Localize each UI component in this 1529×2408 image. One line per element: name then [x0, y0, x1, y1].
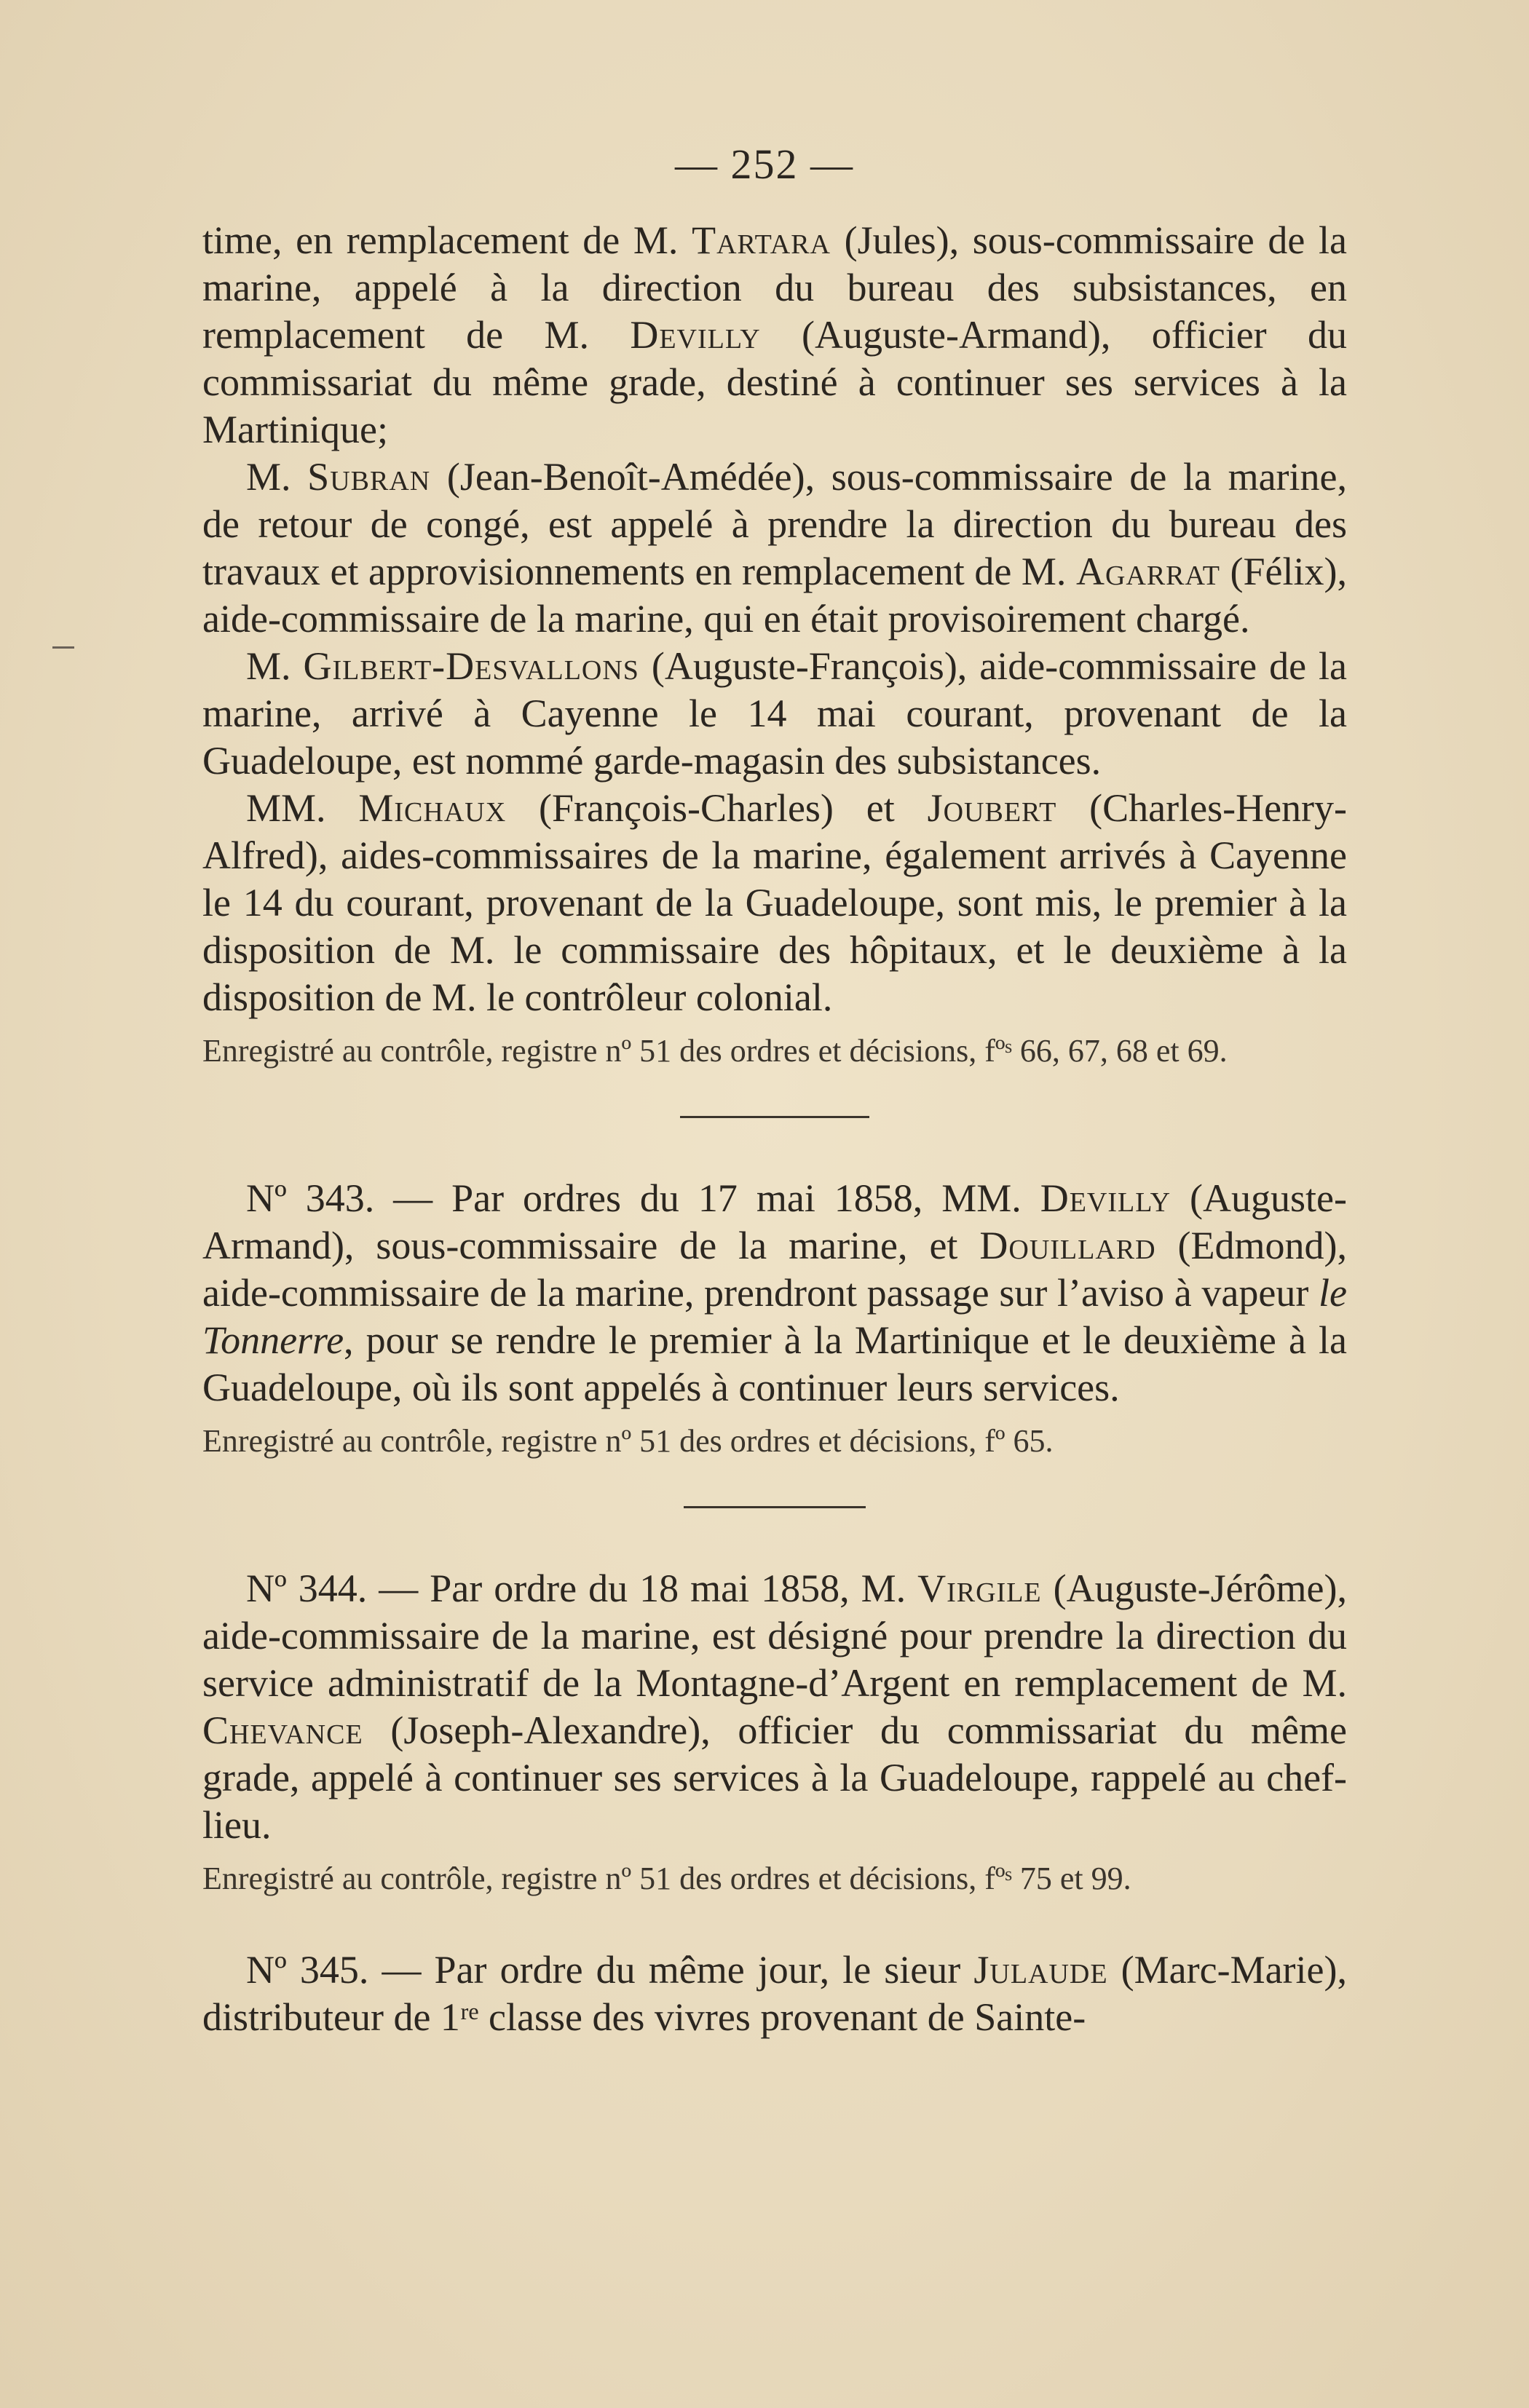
order-paragraph [202, 1175, 1347, 1411]
text-run: (Marc-Marie), distributeur de 1ʳᵉ classe des vivres provenant de Sainte- [202, 1948, 1347, 2039]
text-run: (Auguste-Jérôme), aide-commissaire de la marine, est désigné pour prendre la direction du service administratif de la Montagne-d’Argent en remplacement de M. [202, 1567, 1347, 1705]
text-run: , pour se rendre le premier à la Martinique et le deuxième à la Guadeloupe, où ils sont appelés à continuer leurs services. [202, 1318, 1347, 1409]
text-run: MM. [246, 786, 359, 830]
document-body [202, 217, 1347, 2041]
person-name: Agarrat [1075, 550, 1220, 593]
text-run: Nº 344. — Par ordre du 18 mai 1858, M. [246, 1567, 918, 1610]
registration-note: Enregistré au contrôle, registre nº 51 des ordres et décisions, fº 65. [202, 1423, 1054, 1459]
text-run: (Auguste-Armand), officier du commissariat du même grade, destiné à continuer ses services à la Martinique; [202, 313, 1347, 451]
text-run: (Jean-Benoît-Amédée), sous-commissaire de la marine, de retour de congé, est appelé à prendre la direction du bureau des travaux et approvisionnements en remplacement de M. [202, 455, 1347, 593]
person-name: Chevance [202, 1708, 363, 1752]
person-name: Subran [307, 455, 431, 499]
section-divider [684, 1506, 866, 1508]
spacer [202, 1898, 1347, 1946]
text-run: Nº 345. — Par ordre du même jour, le sieur [246, 1948, 974, 1992]
person-name: Virgile [917, 1567, 1042, 1610]
text-run: (Félix), aide-commissaire de la marine, qui en était provisoirement chargé. [202, 550, 1347, 641]
paragraph [202, 454, 1347, 643]
page-number: — 252 — [675, 140, 854, 188]
person-name: Douillard [979, 1224, 1156, 1267]
text-run: M. [246, 455, 308, 499]
margin-mark [52, 646, 74, 649]
person-name: Devilly [630, 313, 761, 357]
section-divider [680, 1116, 869, 1118]
person-name: Michaux [358, 786, 507, 830]
person-name: Gilbert-Desvallons [303, 644, 639, 688]
text-run: (Joseph-Alexandre), officier du commissariat du même grade, appelé à continuer ses services à la Guadeloupe, rappelé au chef-lieu. [202, 1708, 1347, 1847]
ship-name: le Tonnerre [202, 1271, 1347, 1362]
order-paragraph [202, 1565, 1347, 1849]
text-run: (Jules), sous-commissaire de la marine, appelé à la direction du bureau des subsistances, en remplacement de M. [202, 218, 1347, 357]
person-name: Julaude [973, 1948, 1108, 1992]
paragraph [202, 217, 1347, 454]
text-run: M. [246, 644, 304, 688]
text-run: (Edmond), aide-commissaire de la marine, prendront passage sur l’aviso à vapeur [202, 1224, 1347, 1315]
paragraph [202, 785, 1347, 1021]
text-run: time, en remplacement de M. [202, 218, 692, 262]
person-name: Tartara [692, 218, 831, 262]
text-run: (François-Charles) et [506, 786, 928, 830]
text-run: (Auguste-Armand), sous-commissaire de la marine, et [202, 1176, 1347, 1267]
person-name: Joubert [927, 786, 1057, 830]
text-run: Nº 343. — Par ordres du 17 mai 1858, MM. [246, 1176, 1040, 1220]
registration-note: Enregistré au contrôle, registre nº 51 des ordres et décisions, fºˢ 66, 67, 68 et 69. [202, 1033, 1228, 1069]
person-name: Devilly [1040, 1176, 1172, 1220]
paragraph [202, 643, 1347, 785]
order-paragraph [202, 1946, 1347, 2041]
registration-note: Enregistré au contrôle, registre nº 51 des ordres et décisions, fºˢ 75 et 99. [202, 1861, 1131, 1896]
text-run: (Charles-Henry-Alfred), aides-commissaires de la marine, également arrivés à Cayenne le 14 du courant, provenant de la Guadeloupe, sont mis, le premier à la disposition de M. le commissaire des hôpitaux, et le deuxième à la disposition de M. le contrôleur colonial. [202, 786, 1348, 1019]
text-run: (Auguste-François), aide-commissaire de la marine, arrivé à Cayenne le 14 mai courant, provenant de la Guadeloupe, est nommé garde-magasin des subsistances. [202, 644, 1347, 783]
